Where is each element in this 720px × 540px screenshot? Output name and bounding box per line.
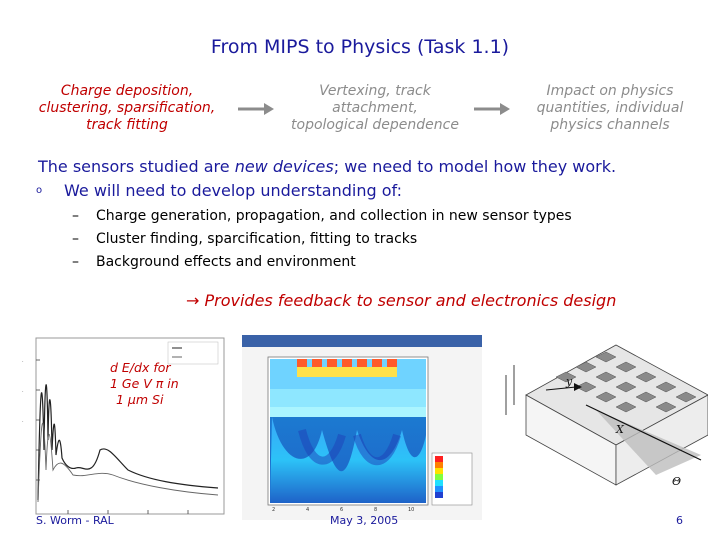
dedx-label: d E/dx for 1 Ge V π in 1 μm Si (110, 360, 179, 407)
sub-bullet-dash: – (72, 208, 79, 224)
sensor-geometry-image (486, 335, 708, 510)
feedback-line (186, 291, 616, 310)
svg-text:2: 2 (272, 507, 276, 513)
sub-bullet-1: Charge generation, propagation, and collection in new sensor types (96, 208, 572, 224)
arrow-right-icon (472, 100, 512, 118)
flow-step-2-text: Vertexing, track attachment, topological dependence (291, 83, 459, 133)
sub-bullet-3: Background effects and environment (96, 254, 356, 270)
arrow-right-icon: → (186, 291, 200, 310)
svg-text:8: 8 (374, 507, 378, 513)
dedx-plot-image (18, 330, 226, 522)
svg-text:.: . (22, 388, 24, 394)
svg-text:.: . (22, 358, 24, 364)
sub-bullet-2: Cluster finding, sparcification, fitting to tracks (96, 231, 418, 247)
intro-text: The sensors studied are new devices; we need to model how they work. (38, 157, 617, 176)
page-number: 6 (676, 514, 683, 527)
flow-step-3-text: Impact on physics quantities, individual physics channels (536, 83, 684, 133)
simulation-map-image (242, 335, 482, 520)
intro-emphasis: new devices (234, 157, 334, 176)
slide-title: From MIPS to Physics (Task 1.1) (210, 36, 510, 58)
svg-text:X: X (616, 423, 624, 436)
svg-text:Θ: Θ (672, 475, 682, 488)
flow-step-2 (280, 83, 470, 134)
svg-text:4: 4 (306, 507, 310, 513)
feedback-text: Provides feedback to sensor and electronics design (204, 291, 617, 310)
flow-step-1-text: Charge deposition, clustering, sparsification, track fitting (38, 83, 216, 133)
svg-text:10: 10 (408, 507, 415, 513)
svg-text:6: 6 (340, 507, 344, 513)
arrow-right-icon (236, 100, 276, 118)
flow-step-1 (22, 83, 232, 134)
footer-date: May 3, 2005 (330, 514, 399, 527)
flow-step-3 (520, 83, 700, 134)
footer-author: S. Worm - RAL (36, 514, 114, 527)
svg-text:y: y (566, 375, 573, 388)
bullet-marker: o (36, 185, 43, 196)
sub-bullet-dash: – (72, 231, 79, 247)
sub-bullet-dash: – (72, 254, 79, 270)
svg-text:.: . (22, 418, 24, 424)
bullet-text: We will need to develop understanding of: (64, 181, 402, 200)
